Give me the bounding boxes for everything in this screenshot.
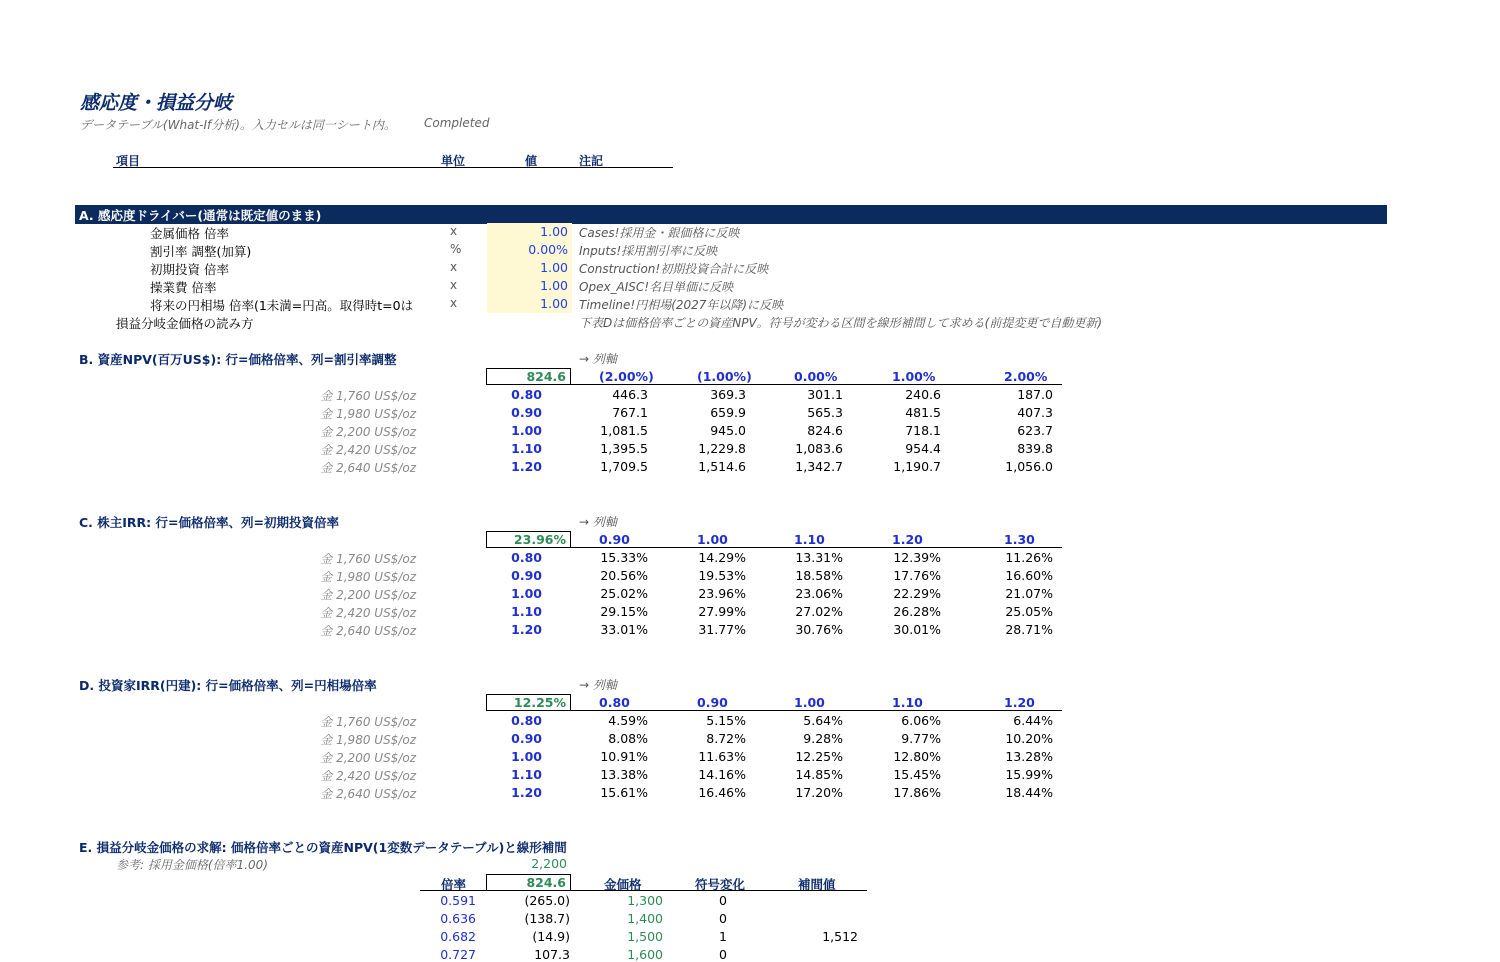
row-header: 1.10 <box>511 604 542 619</box>
row-header: 1.20 <box>511 459 542 474</box>
table-cell: 187.0 <box>1017 387 1053 402</box>
column-header: 0.80 <box>599 695 630 710</box>
row-header: 1.00 <box>511 423 542 438</box>
driver-unit: % <box>450 242 462 256</box>
table-cell: 13.28% <box>1005 749 1053 764</box>
table-cell: 30.01% <box>893 622 941 637</box>
e-col-sign: 符号変化 <box>695 877 746 892</box>
table-title: B. 資産NPV(百万US$): 行=価格倍率、列=割引率調整 <box>79 352 397 367</box>
driver-label: 初期投資 倍率 <box>150 262 229 277</box>
table-cell: 14.85% <box>795 767 843 782</box>
driver-label: 割引率 調整(加算) <box>150 244 252 259</box>
e-price: 1,600 <box>627 947 663 962</box>
row-label: 金 2,200 US$/oz <box>320 751 416 765</box>
row-header: 0.80 <box>511 387 542 402</box>
table-cell: 22.29% <box>893 586 941 601</box>
table-cell: 16.46% <box>698 785 746 800</box>
table-cell: 824.6 <box>807 423 843 438</box>
row-label: 金 1,760 US$/oz <box>320 715 416 729</box>
corner-value-text: 23.96% <box>513 532 566 547</box>
page-title: 感応度・損益分岐 <box>80 92 233 114</box>
table-cell: 16.60% <box>1005 568 1053 583</box>
driver-note: Timeline!円相場(2027年以降)に反映 <box>579 298 784 312</box>
table-cell: 8.08% <box>608 731 648 746</box>
section-e-ref-label: 参考: 採用金価格(倍率1.00) <box>116 858 268 872</box>
table-cell: 23.96% <box>698 586 746 601</box>
table-cell: 1,395.5 <box>600 441 648 456</box>
driver-note: Inputs!採用割引率に反映 <box>579 244 718 258</box>
table-cell: 10.20% <box>1005 731 1053 746</box>
table-cell: 12.80% <box>893 749 941 764</box>
table-cell: 659.9 <box>710 405 746 420</box>
row-label: 金 1,760 US$/oz <box>320 389 416 403</box>
row-label: 金 2,420 US$/oz <box>320 443 416 457</box>
table-cell: 20.56% <box>600 568 648 583</box>
driver-note: Cases!採用金・銀価格に反映 <box>579 226 740 240</box>
row-header: 0.90 <box>511 405 542 420</box>
driver-unit: x <box>450 224 458 238</box>
row-label: 金 1,980 US$/oz <box>320 733 416 747</box>
column-header: 0.00% <box>794 369 838 384</box>
table-cell: 1,190.7 <box>893 459 941 474</box>
table-cell: 33.01% <box>600 622 648 637</box>
driver-note: Opex_AISC!名目単価に反映 <box>579 280 734 294</box>
table-cell: 25.05% <box>1005 604 1053 619</box>
page-subtitle: データテーブル(What-If分析)。入力セルは同一シート内。 <box>80 118 396 132</box>
column-header: 1.30 <box>1004 532 1035 547</box>
table-cell: 14.16% <box>698 767 746 782</box>
row-label: 金 2,200 US$/oz <box>320 588 416 602</box>
row-header: 1.10 <box>511 767 542 782</box>
table-cell: 17.20% <box>795 785 843 800</box>
row-label: 金 2,420 US$/oz <box>320 769 416 783</box>
header-unit: 単位 <box>441 154 466 168</box>
e-sign: 0 <box>719 911 727 926</box>
row-label: 金 2,640 US$/oz <box>320 461 416 475</box>
table-cell: 301.1 <box>807 387 843 402</box>
table-cell: 446.3 <box>612 387 648 402</box>
e-rate: 0.682 <box>440 929 476 944</box>
table-cell: 1,342.7 <box>795 459 843 474</box>
table-cell: 945.0 <box>710 423 746 438</box>
table-cell: 13.31% <box>795 550 843 565</box>
table-cell: 1,229.8 <box>698 441 746 456</box>
driver-label: 将来の円相場 倍率(1未満=円高。取得時t=0は <box>150 298 414 313</box>
e-col-rate: 倍率 <box>441 877 467 892</box>
header-value: 値 <box>525 154 538 168</box>
column-header: 0.90 <box>697 695 728 710</box>
table-cell: 8.72% <box>706 731 746 746</box>
column-header: 1.20 <box>892 532 923 547</box>
header-note: 注記 <box>579 154 604 168</box>
row-header: 0.80 <box>511 713 542 728</box>
table-cell: 954.4 <box>905 441 941 456</box>
row-header: 0.90 <box>511 568 542 583</box>
table-cell: 17.76% <box>893 568 941 583</box>
header-underline <box>113 167 673 168</box>
table-cell: 718.1 <box>905 423 941 438</box>
table-cell: 18.44% <box>1005 785 1053 800</box>
driver-unit: x <box>450 296 458 310</box>
row-header: 1.20 <box>511 622 542 637</box>
table-cell: 1,081.5 <box>600 423 648 438</box>
e-corner-text: 824.6 <box>526 875 566 890</box>
e-npv: (265.0) <box>524 893 570 908</box>
section-e-ref-value: 2,200 <box>531 856 567 871</box>
table-cell: 11.26% <box>1005 550 1053 565</box>
table-cell: 26.28% <box>893 604 941 619</box>
row-label: 金 2,200 US$/oz <box>320 425 416 439</box>
table-corner-value <box>486 368 571 385</box>
e-col-interp: 補間値 <box>798 877 836 892</box>
section-a-title: A. 感応度ドライバー(通常は既定値のまま) <box>79 208 322 223</box>
table-cell: 21.07% <box>1005 586 1053 601</box>
row-label: 金 2,640 US$/oz <box>320 624 416 638</box>
table-axis-label: → 列軸 <box>579 515 617 529</box>
driver-note: Construction!初期投資合計に反映 <box>579 262 769 276</box>
e-price: 1,300 <box>627 893 663 908</box>
e-price: 1,400 <box>627 911 663 926</box>
driver-input-value: 1.00 <box>540 224 568 239</box>
e-npv: 107.3 <box>534 947 570 962</box>
e-interp: 1,512 <box>822 929 858 944</box>
row-label: 金 1,760 US$/oz <box>320 552 416 566</box>
row-label: 金 2,420 US$/oz <box>320 606 416 620</box>
table-cell: 481.5 <box>905 405 941 420</box>
table-cell: 623.7 <box>1017 423 1053 438</box>
table-cell: 565.3 <box>807 405 843 420</box>
column-header: 1.10 <box>892 695 923 710</box>
driver-input-value: 1.00 <box>540 296 568 311</box>
row-label: 金 1,980 US$/oz <box>320 407 416 421</box>
row-label: 金 2,640 US$/oz <box>320 787 416 801</box>
table-cell: 15.33% <box>600 550 648 565</box>
column-header-underline <box>571 384 1062 385</box>
table-cell: 240.6 <box>905 387 941 402</box>
row-header: 1.00 <box>511 586 542 601</box>
table-corner-value <box>486 531 571 548</box>
howto-note: 下表Dは価格倍率ごとの資産NPV。符号が変わる区間を線形補間して求める(前提変更で自動更新) <box>579 316 1103 330</box>
driver-input-value: 1.00 <box>540 260 568 275</box>
table-cell: 11.63% <box>698 749 746 764</box>
corner-value-text: 824.6 <box>526 369 566 384</box>
column-header-underline <box>571 547 1062 548</box>
driver-label: 操業費 倍率 <box>150 280 217 295</box>
column-header: 1.10 <box>794 532 825 547</box>
column-header: (1.00%) <box>697 369 752 384</box>
table-cell: 369.3 <box>710 387 746 402</box>
table-cell: 10.91% <box>600 749 648 764</box>
table-cell: 13.38% <box>600 767 648 782</box>
table-cell: 30.76% <box>795 622 843 637</box>
table-cell: 15.99% <box>1005 767 1053 782</box>
driver-label: 金属価格 倍率 <box>150 226 229 241</box>
table-corner-value <box>486 694 571 711</box>
table-cell: 1,056.0 <box>1005 459 1053 474</box>
table-cell: 28.71% <box>1005 622 1053 637</box>
driver-input[interactable] <box>487 295 572 313</box>
howto-label: 損益分岐金価格の読み方 <box>116 316 254 331</box>
table-cell: 407.3 <box>1017 405 1053 420</box>
column-header-underline <box>571 710 1062 711</box>
e-price: 1,500 <box>627 929 663 944</box>
row-header: 1.20 <box>511 785 542 800</box>
table-cell: 18.58% <box>795 568 843 583</box>
row-label: 金 1,980 US$/oz <box>320 570 416 584</box>
e-sign: 0 <box>719 893 727 908</box>
row-header: 0.80 <box>511 550 542 565</box>
e-npv: (138.7) <box>524 911 570 926</box>
table-axis-label: → 列軸 <box>579 678 617 692</box>
row-header: 0.90 <box>511 731 542 746</box>
column-header: 1.00 <box>794 695 825 710</box>
table-cell: 9.28% <box>803 731 843 746</box>
table-cell: 17.86% <box>893 785 941 800</box>
table-cell: 6.06% <box>901 713 941 728</box>
table-cell: 19.53% <box>698 568 746 583</box>
e-sign: 0 <box>719 947 727 962</box>
table-axis-label: → 列軸 <box>579 352 617 366</box>
driver-input[interactable] <box>487 259 572 277</box>
e-rate: 0.591 <box>440 893 476 908</box>
section-e-title: E. 損益分岐金価格の求解: 価格倍率ごとの資産NPV(1変数データテーブル)と線形補間 <box>79 840 567 855</box>
table-cell: 14.29% <box>698 550 746 565</box>
column-header: (2.00%) <box>599 369 654 384</box>
driver-input[interactable] <box>487 241 572 259</box>
table-title: D. 投資家IRR(円建): 行=価格倍率、列=円相場倍率 <box>79 678 377 693</box>
table-cell: 767.1 <box>612 405 648 420</box>
table-cell: 6.44% <box>1013 713 1053 728</box>
table-cell: 1,083.6 <box>795 441 843 456</box>
status-text: Completed <box>424 116 490 130</box>
table-cell: 27.99% <box>698 604 746 619</box>
column-header: 0.90 <box>599 532 630 547</box>
driver-input[interactable] <box>487 223 572 241</box>
column-header: 1.20 <box>1004 695 1035 710</box>
driver-unit: x <box>450 278 458 292</box>
table-cell: 29.15% <box>600 604 648 619</box>
row-header: 1.10 <box>511 441 542 456</box>
table-cell: 25.02% <box>600 586 648 601</box>
table-cell: 15.61% <box>600 785 648 800</box>
table-cell: 12.25% <box>795 749 843 764</box>
column-header: 1.00% <box>892 369 936 384</box>
e-col-price: 金価格 <box>604 877 642 892</box>
e-rate: 0.727 <box>440 947 476 962</box>
table-cell: 5.64% <box>803 713 843 728</box>
e-npv: (14.9) <box>532 929 570 944</box>
driver-input-value: 0.00% <box>528 242 568 257</box>
table-cell: 1,514.6 <box>698 459 746 474</box>
table-cell: 5.15% <box>706 713 746 728</box>
header-item: 項目 <box>116 154 141 168</box>
e-header-underline <box>420 890 867 891</box>
row-header: 1.00 <box>511 749 542 764</box>
table-cell: 27.02% <box>795 604 843 619</box>
table-cell: 12.39% <box>893 550 941 565</box>
table-cell: 23.06% <box>795 586 843 601</box>
section-a-band <box>75 205 1387 224</box>
table-cell: 1,709.5 <box>600 459 648 474</box>
table-cell: 31.77% <box>698 622 746 637</box>
driver-input[interactable] <box>487 277 572 295</box>
table-cell: 15.45% <box>893 767 941 782</box>
e-corner-value <box>486 874 571 891</box>
e-sign: 1 <box>719 929 727 944</box>
column-header: 1.00 <box>697 532 728 547</box>
table-cell: 839.8 <box>1017 441 1053 456</box>
driver-input-value: 1.00 <box>540 278 568 293</box>
e-rate: 0.636 <box>440 911 476 926</box>
table-title: C. 株主IRR: 行=価格倍率、列=初期投資倍率 <box>79 515 339 530</box>
table-cell: 9.77% <box>901 731 941 746</box>
driver-unit: x <box>450 260 458 274</box>
corner-value-text: 12.25% <box>513 695 566 710</box>
table-cell: 4.59% <box>608 713 648 728</box>
column-header: 2.00% <box>1004 369 1048 384</box>
